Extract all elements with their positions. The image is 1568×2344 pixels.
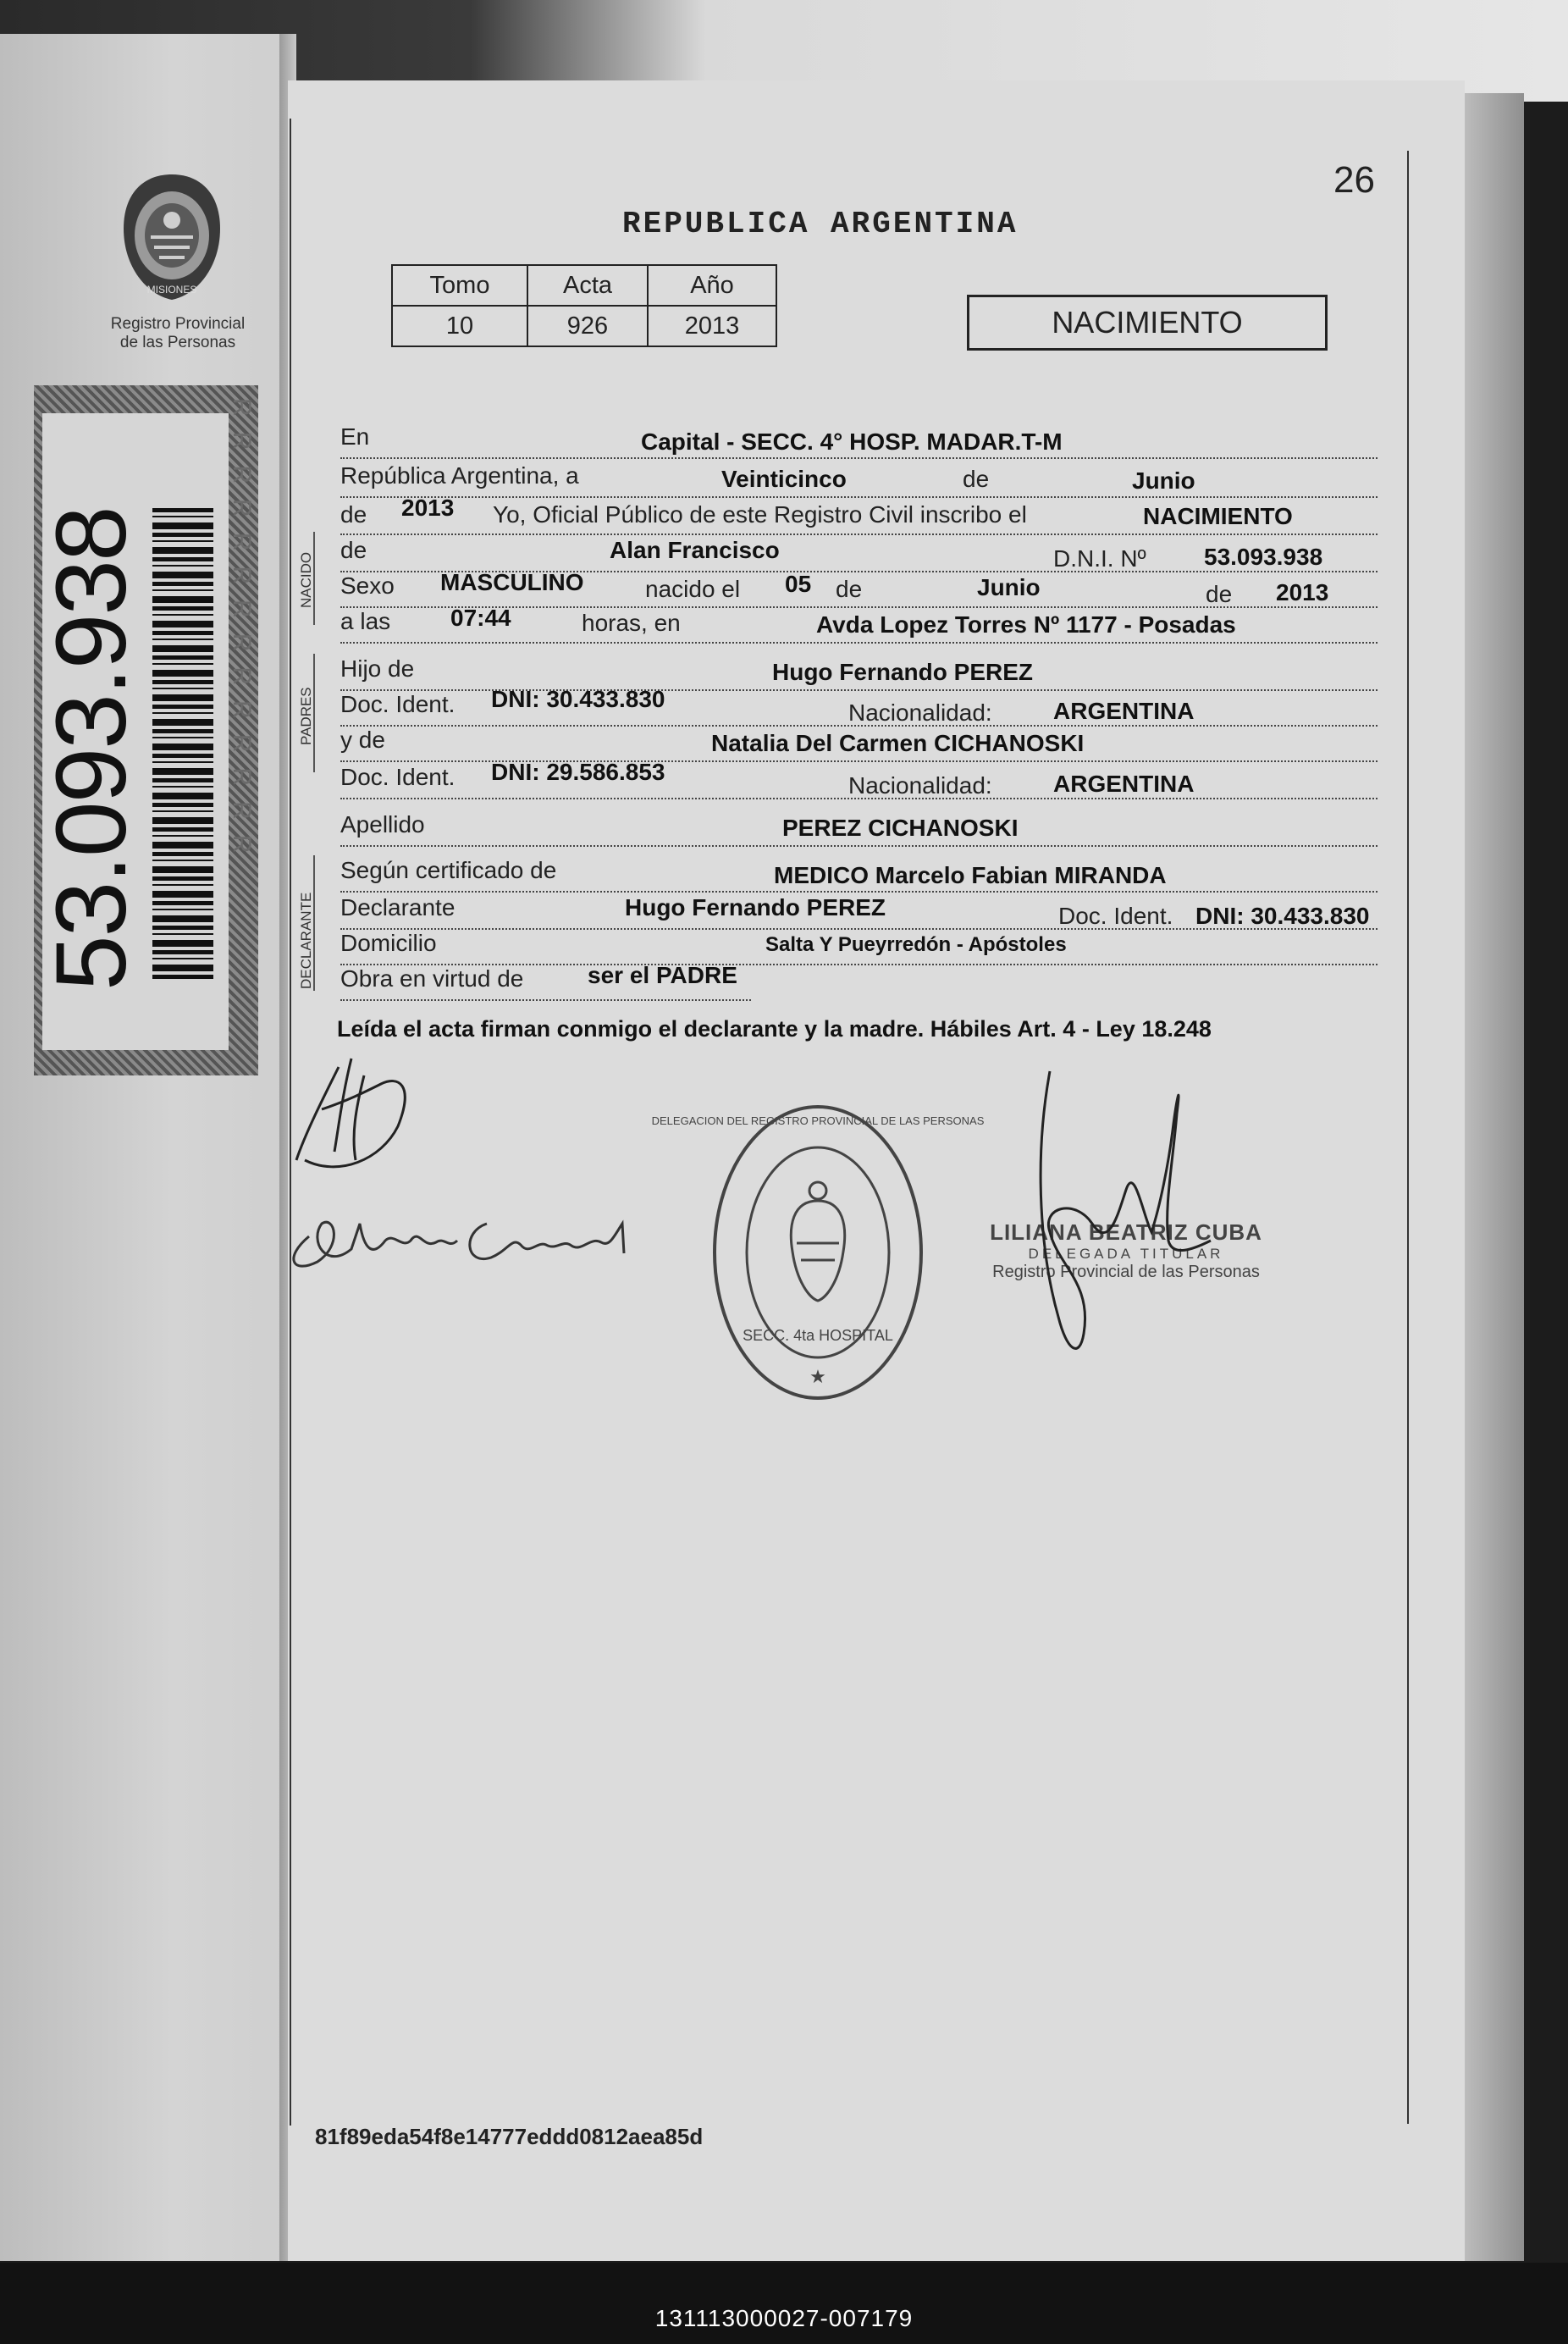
label-sexo: Sexo: [340, 572, 395, 599]
label-horas-en: horas, en: [582, 610, 681, 636]
row-padre-doc: [340, 686, 1378, 727]
stub-r-pattern: RRRRRRRRRRRRRR: [228, 398, 256, 869]
row-certificado: [340, 857, 1378, 893]
stub-document-number: 53.093.938: [36, 507, 147, 991]
value-nacido-dia: 05: [785, 571, 812, 597]
row-oficial: [340, 495, 1378, 535]
official-title: DELEGADA TITULAR: [1028, 1246, 1224, 1262]
label-nacionalidad-madre: Nacionalidad:: [848, 772, 992, 799]
row-nombre: [340, 537, 1378, 572]
label-de: de: [963, 466, 990, 492]
label-republica: República Argentina, a: [340, 462, 579, 489]
org-line-1: Registro Provincial: [110, 315, 246, 333]
label-oficial: Yo, Oficial Público de este Registro Civil inscribo el: [493, 501, 1027, 528]
row-domicilio: [340, 930, 1378, 965]
page-number: 26: [1333, 159, 1375, 201]
value-en: Capital - SECC. 4° HOSP. MADAR.T-M: [641, 428, 1063, 455]
label-doc-padre: Doc. Ident.: [340, 691, 455, 717]
registry-value-tomo: 10: [392, 306, 527, 346]
value-padre: Hugo Fernando PEREZ: [772, 659, 1033, 685]
label-nacionalidad-padre: Nacionalidad:: [848, 699, 992, 726]
record-type-box: NACIMIENTO: [967, 295, 1328, 351]
province-emblem-icon: [117, 169, 227, 305]
value-madre-doc: DNI: 29.586.853: [491, 759, 665, 785]
row-apellido: [340, 811, 1378, 847]
value-apellido: PEREZ CICHANOSKI: [782, 815, 1019, 841]
row-obra: [340, 962, 751, 1001]
registry-org-name: [51, 315, 305, 352]
official-org: Registro Provincial de las Personas: [992, 1263, 1260, 1281]
value-lugar: Avda Lopez Torres Nº 1177 - Posadas: [816, 611, 1236, 638]
value-declarante: Hugo Fernando PEREZ: [625, 894, 886, 920]
closing-note: Leída el acta firman conmigo el declarante y la madre. Hábiles Art. 4 - Ley 18.248: [337, 1016, 1212, 1042]
label-nacido: nacido el: [645, 576, 741, 602]
label-en: En: [340, 423, 370, 450]
org-line-2: de las Personas: [119, 334, 236, 351]
row-en: [340, 423, 1378, 459]
row-madre: [340, 727, 1378, 762]
label-hora: a las: [340, 608, 391, 634]
value-dni: 53.093.938: [1204, 544, 1323, 570]
registry-header-tomo: Tomo: [392, 265, 527, 306]
label-declarante-doc: Doc. Ident.: [1058, 903, 1173, 929]
page-edge: [1465, 93, 1524, 2261]
value-inscribo: NACIMIENTO: [1143, 503, 1293, 529]
registry-value-anio: 2013: [648, 306, 776, 346]
label-obra: Obra en virtud de: [340, 965, 524, 992]
stamp-inner-text: SECC. 4ta HOSPITAL: [743, 1327, 893, 1344]
label-de-nacido: de: [836, 576, 863, 602]
registry-value-acta: 926: [527, 306, 648, 346]
barcode: [152, 508, 213, 982]
section-label-padres: PADRES: [298, 687, 314, 745]
value-padre-nac: ARGENTINA: [1053, 698, 1195, 724]
right-margin-rule: [1407, 151, 1409, 2124]
value-anio: 2013: [401, 495, 455, 521]
official-signature: [999, 1063, 1219, 1385]
registry-header-acta: Acta: [527, 265, 648, 306]
value-obra: ser el PADRE: [588, 962, 737, 988]
document-hash: 81f89eda54f8e14777eddd0812aea85d: [315, 2124, 704, 2149]
official-name: LILIANA BEATRIZ CUBA: [990, 1219, 1262, 1245]
registry-value-row: [392, 306, 776, 346]
value-madre-nac: ARGENTINA: [1053, 771, 1195, 797]
value-nacido-anio: 2013: [1276, 579, 1329, 605]
document-title: REPUBLICA ARGENTINA: [622, 207, 1019, 241]
label-declarante: Declarante: [340, 894, 455, 920]
label-hijo: Hijo de: [340, 655, 415, 682]
label-doc-madre: Doc. Ident.: [340, 764, 455, 790]
label-certificado: Según certificado de: [340, 857, 557, 883]
madre-signature-text: Natalia Cichanoski: [284, 1279, 291, 1280]
label-yde: y de: [340, 727, 385, 753]
value-nombre: Alan Francisco: [610, 537, 780, 563]
registry-header-row: [392, 265, 776, 306]
stamp-text: DELEGACION DEL REGISTRO PROVINCIAL DE LAS PERSONAS: [651, 1114, 985, 1127]
value-certificado: MEDICO Marcelo Fabian MIRANDA: [774, 862, 1167, 888]
section-label-declarante: DECLARANTE: [298, 892, 314, 989]
emblem-text: MISIONES: [146, 284, 197, 296]
label-de-2: de: [340, 501, 367, 528]
value-madre: Natalia Del Carmen CICHANOSKI: [711, 730, 1085, 756]
row-declarante: [340, 894, 1378, 930]
label-de-nombre: de: [340, 537, 367, 563]
row-sexo: [340, 569, 1378, 608]
value-declarante-doc: DNI: 30.433.830: [1195, 903, 1370, 929]
value-sexo: MASCULINO: [440, 569, 584, 595]
registry-stamp: [651, 1099, 985, 1406]
left-page: [0, 34, 288, 2261]
label-de-anio: de: [1206, 581, 1233, 607]
madre-signature: [275, 1190, 656, 1283]
registry-header-anio: Año: [648, 265, 776, 306]
row-madre-doc: [340, 759, 1378, 799]
value-domicilio: Salta Y Pueyrredón - Apóstoles: [765, 933, 1067, 956]
value-dia-texto: Veinticinco: [721, 466, 847, 492]
label-domicilio: Domicilio: [340, 930, 437, 956]
value-hora: 07:44: [450, 605, 511, 631]
label-dni: D.N.I. Nº: [1053, 545, 1146, 572]
footer-id: 131113000027-007179: [654, 2305, 914, 2331]
value-mes: Junio: [1132, 467, 1195, 494]
registry-table: [391, 264, 777, 347]
svg-text:★: ★: [809, 1366, 826, 1387]
value-nacido-mes: Junio: [977, 574, 1041, 600]
row-republica: [340, 462, 1378, 498]
value-padre-doc: DNI: 30.433.830: [491, 686, 665, 712]
declarante-signature: [271, 1033, 432, 1186]
row-hora: [340, 605, 1378, 644]
label-apellido: Apellido: [340, 811, 425, 838]
section-label-nacido: NACIDO: [298, 551, 314, 608]
